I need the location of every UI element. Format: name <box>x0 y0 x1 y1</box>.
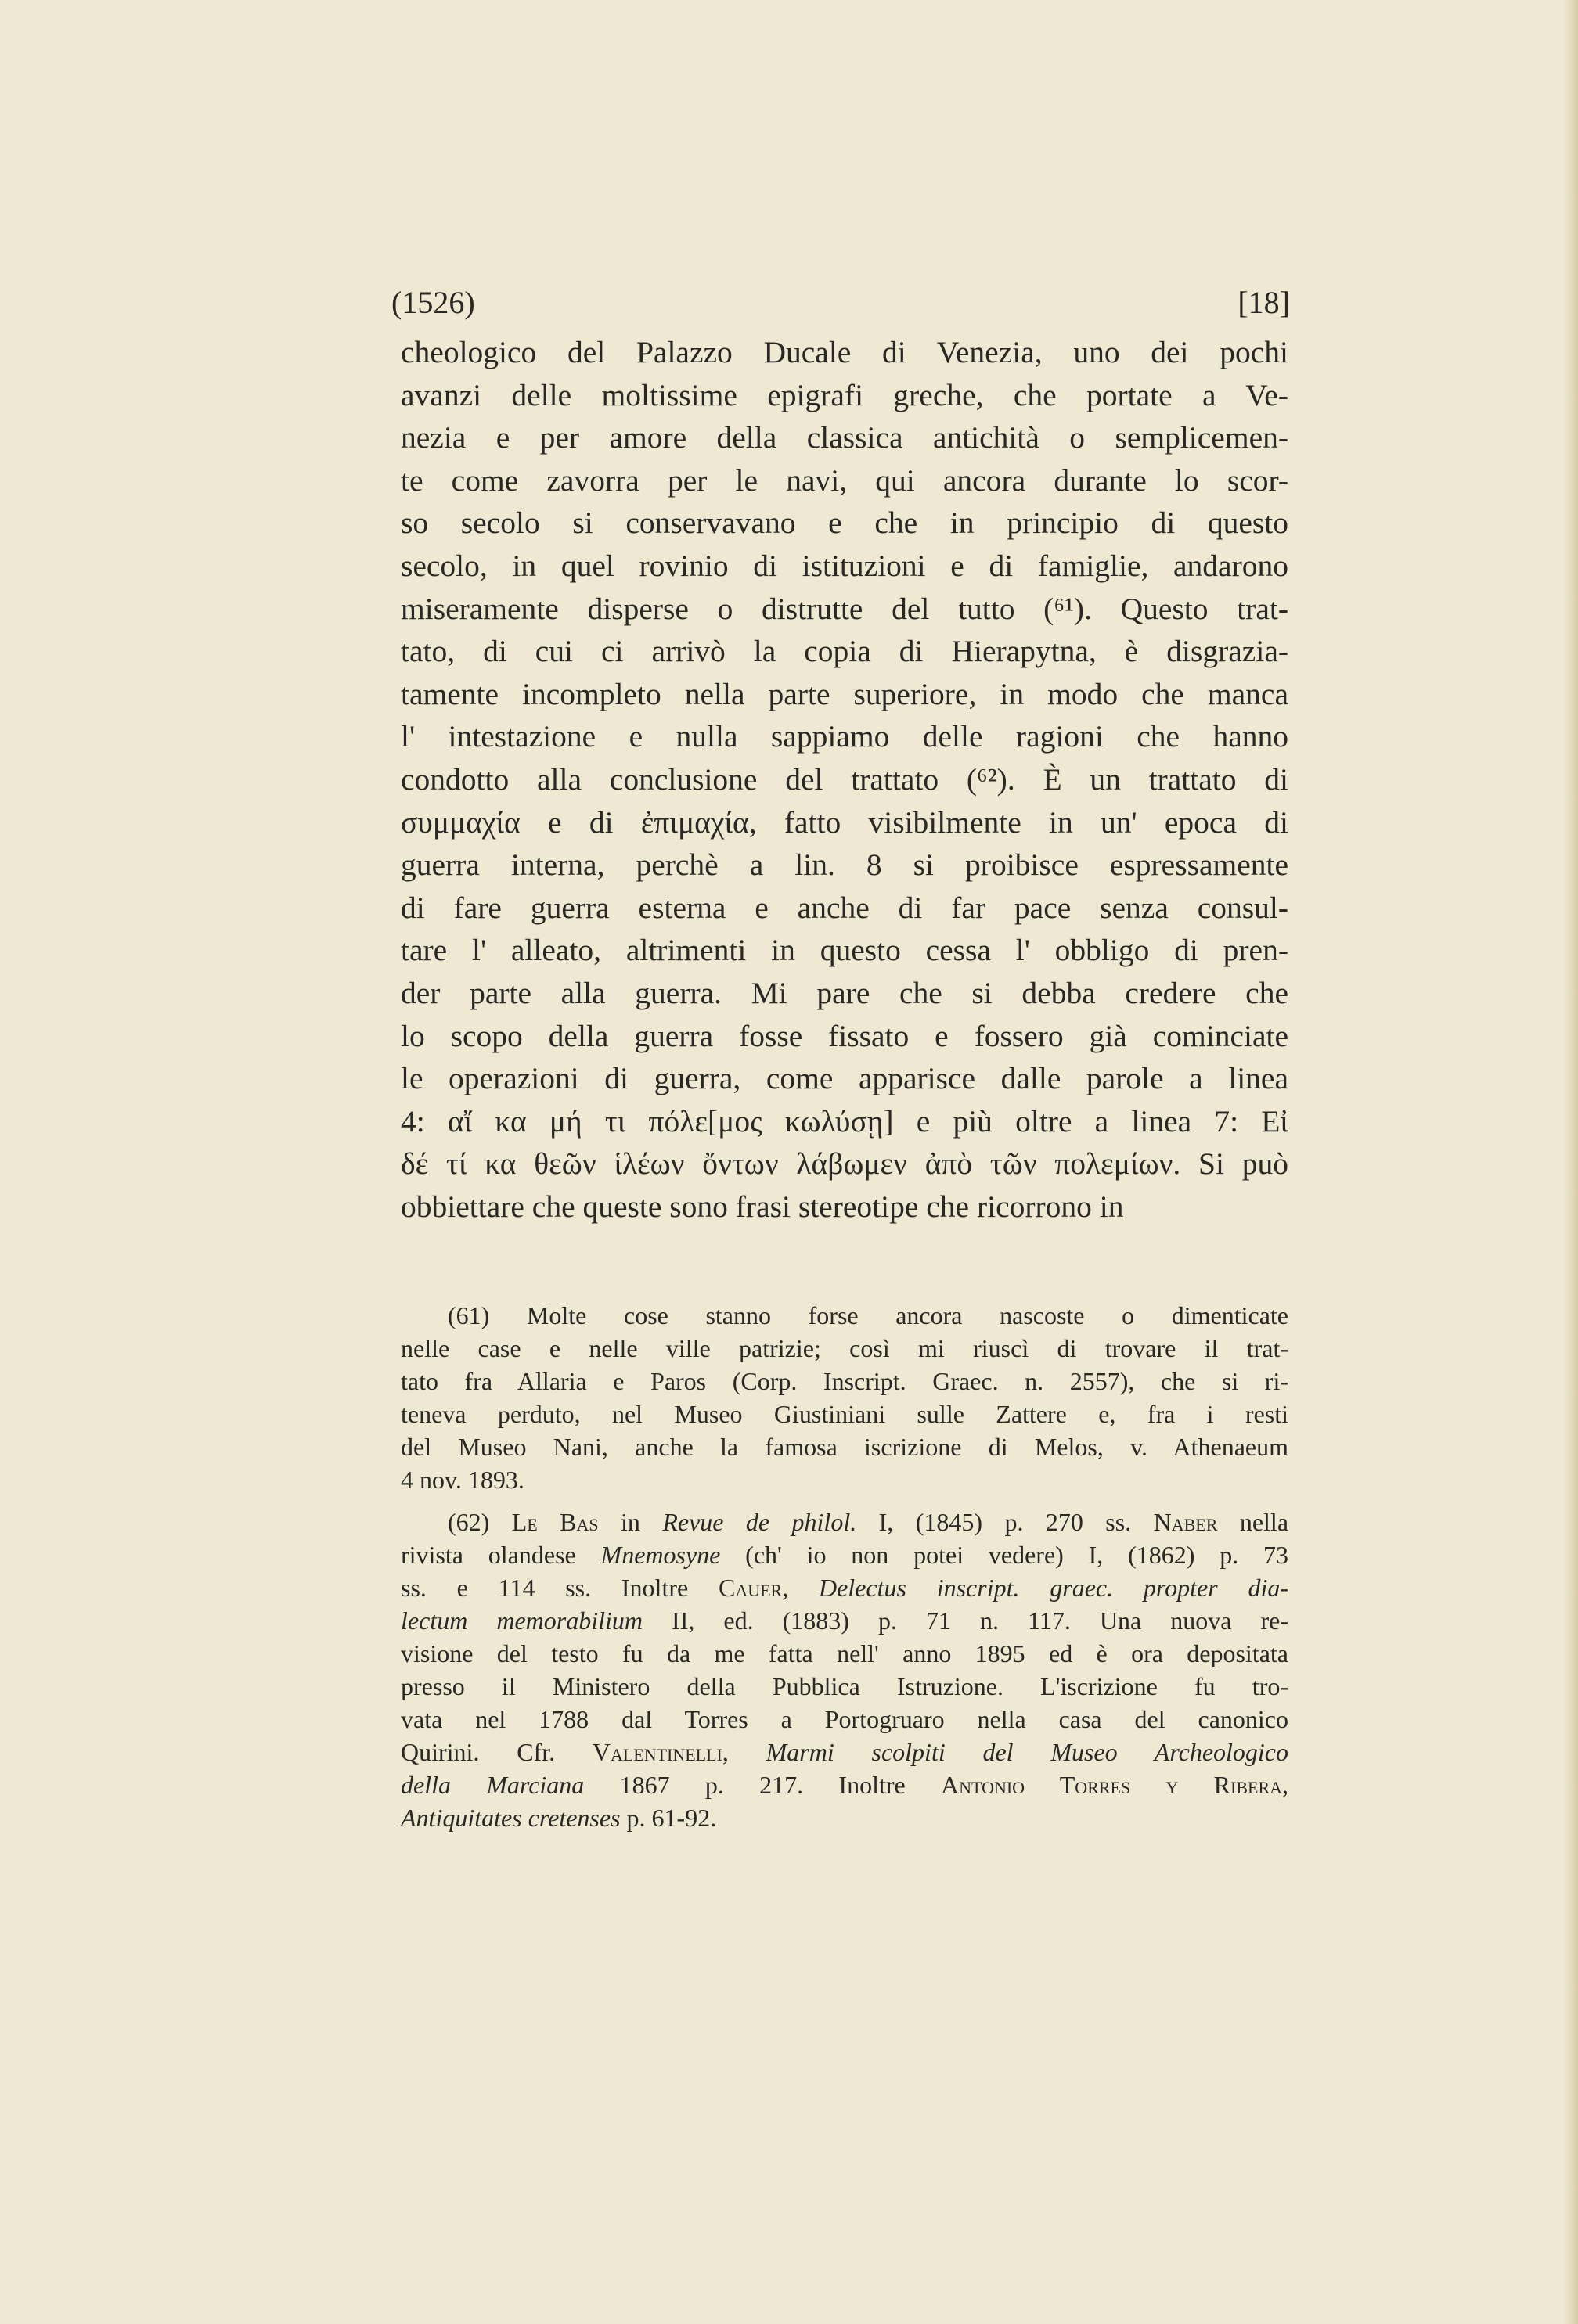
author-name: Antonio Torres y Ribera <box>941 1771 1283 1799</box>
footnote-line: teneva perduto, nel Museo Giustiniani sulle Zattere e, fra i resti <box>401 1400 1288 1428</box>
footnote-line <box>401 1736 1288 1768</box>
footnote-line <box>401 1571 1288 1604</box>
fn-text: (ch' io non potei vedere) I, (1862) p. 73 <box>720 1541 1289 1569</box>
fn-text: in <box>598 1508 663 1536</box>
text-line: συμμαχία e di ἐπιμαχία, fatto visibilmente in un' epoca di <box>401 804 1288 840</box>
book-title: Marmi scolpiti del Museo Archeologico <box>766 1738 1288 1766</box>
text-line: l' intestazione e nulla sappiamo delle ragioni che hanno <box>401 719 1288 754</box>
page-number-left: (1526) <box>391 285 475 320</box>
footnote-line <box>401 1801 1288 1834</box>
text-line: lo scopo della guerra fosse fissato e fossero già cominciate <box>401 1018 1288 1053</box>
book-title: lectum memorabilium <box>401 1606 643 1635</box>
footnote-62 <box>401 1506 1288 1834</box>
author-name: Cauer <box>718 1574 783 1602</box>
text-line: tare l' alleato, altrimenti in questo cessa l' obbligo di pren- <box>401 933 1288 968</box>
journal-title: Mnemosyne <box>600 1541 721 1569</box>
footnote-line: presso il Ministero della Pubblica Istruzione. L'iscrizione fu tro- <box>401 1672 1288 1700</box>
author-name: Le Bas <box>511 1508 599 1536</box>
fn-text: ss. e 114 ss. Inoltre <box>401 1574 719 1602</box>
book-title: Antiquitates cretenses <box>401 1804 621 1832</box>
fn-text: , <box>782 1574 819 1602</box>
book-title: Delectus inscript. graec. propter dia- <box>818 1574 1289 1602</box>
footnote-line <box>401 1506 1288 1538</box>
fn-text: p. 61-92. <box>620 1804 717 1832</box>
text-line: der parte alla guerra. Mi pare che si debba credere che <box>401 975 1288 1010</box>
footnote-line: vata nel 1788 dal Torres a Portogruaro nella casa del canonico <box>401 1705 1288 1733</box>
footnote-line: tato fra Allaria e Paros (Corp. Inscript. Graec. n. 2557), che si ri- <box>401 1367 1288 1395</box>
fn-text: (62) <box>448 1508 512 1536</box>
text-line: obbiettare che queste sono frasi stereotipe che ricorrono in <box>401 1189 1124 1224</box>
footnote-line: (61) Molte cose stanno forse ancora nascoste o dimenticate <box>448 1301 1288 1329</box>
fn-text: , <box>722 1738 766 1766</box>
text-line: tamente incompleto nella parte superiore, in modo che manca <box>401 676 1288 711</box>
footnotes <box>401 1299 1288 1834</box>
text-line: secolo, in quel rovinio di istituzioni e di famiglie, andarono <box>401 548 1288 583</box>
text-line: le operazioni di guerra, come apparisce dalle parole a linea <box>401 1061 1288 1096</box>
footnote-line <box>401 1604 1288 1637</box>
footnote-line: del Museo Nani, anche la famosa iscrizione di Melos, v. Athenaeum <box>401 1433 1288 1461</box>
footnote-line <box>401 1768 1288 1801</box>
text-line: di fare guerra esterna e anche di far pace senza consul- <box>401 890 1288 925</box>
fn-text: I, (1845) p. 270 ss. <box>856 1508 1154 1536</box>
fn-text: , <box>1282 1771 1289 1799</box>
text-line: condotto alla conclusione del trattato (⁶²). È un trattato di <box>401 761 1288 797</box>
fn-text: rivista olandese <box>401 1541 601 1569</box>
page-edge <box>1564 0 1578 2324</box>
book-title: della Marciana <box>401 1771 585 1799</box>
footnote-line: visione del testo fu da me fatta nell' anno 1895 ed è ora depositata <box>401 1639 1288 1667</box>
footnote-line <box>401 1538 1288 1571</box>
footnote-line: nelle case e nelle ville patrizie; così mi riuscì di trovare il trat- <box>401 1334 1288 1362</box>
text-line: 4: αἴ κα μή τι πόλε[μος κωλύσῃ] e più oltre a linea 7: Εἰ <box>401 1103 1288 1139</box>
text-line: guerra interna, perchè a lin. 8 si proibisce espressamente <box>401 847 1288 883</box>
footnote-line: 4 nov. 1893. <box>401 1466 524 1494</box>
fn-text: II, ed. (1883) p. 71 n. 117. Una nuova re- <box>643 1606 1289 1635</box>
text-line: nezia e per amore della classica antichità o semplicemen- <box>401 420 1288 455</box>
footnote-61 <box>401 1299 1288 1496</box>
text-line: te come zavorra per le navi, qui ancora durante lo scor- <box>401 462 1288 498</box>
page-number-right: [18] <box>1238 285 1290 320</box>
fn-text: Quirini. Cfr. <box>401 1738 593 1766</box>
fn-text: nella <box>1217 1508 1289 1536</box>
text-line: avanzi delle moltissime epigrafi greche, che portate a Ve- <box>401 377 1288 412</box>
text-line: cheologico del Palazzo Ducale di Venezia, uno dei pochi <box>401 335 1288 369</box>
journal-title: Revue de philol. <box>662 1508 857 1536</box>
text-line: miseramente disperse o distrutte del tutto (⁶¹). Questo trat- <box>401 591 1288 626</box>
text-line: tato, di cui ci arrivò la copia di Hierapytna, è disgrazia- <box>401 634 1288 669</box>
text-line: so secolo si conservavano e che in principio di questo <box>401 505 1288 541</box>
main-text <box>401 331 1288 1228</box>
text-line: δέ τί κα θεῶν ἱλέων ὄντων λάβωμεν ἀπὸ τῶν πολεμίων. Si può <box>401 1146 1288 1182</box>
author-name: Valentinelli <box>592 1738 722 1766</box>
author-name: Naber <box>1153 1508 1218 1536</box>
fn-text: 1867 p. 217. Inoltre <box>584 1771 942 1799</box>
